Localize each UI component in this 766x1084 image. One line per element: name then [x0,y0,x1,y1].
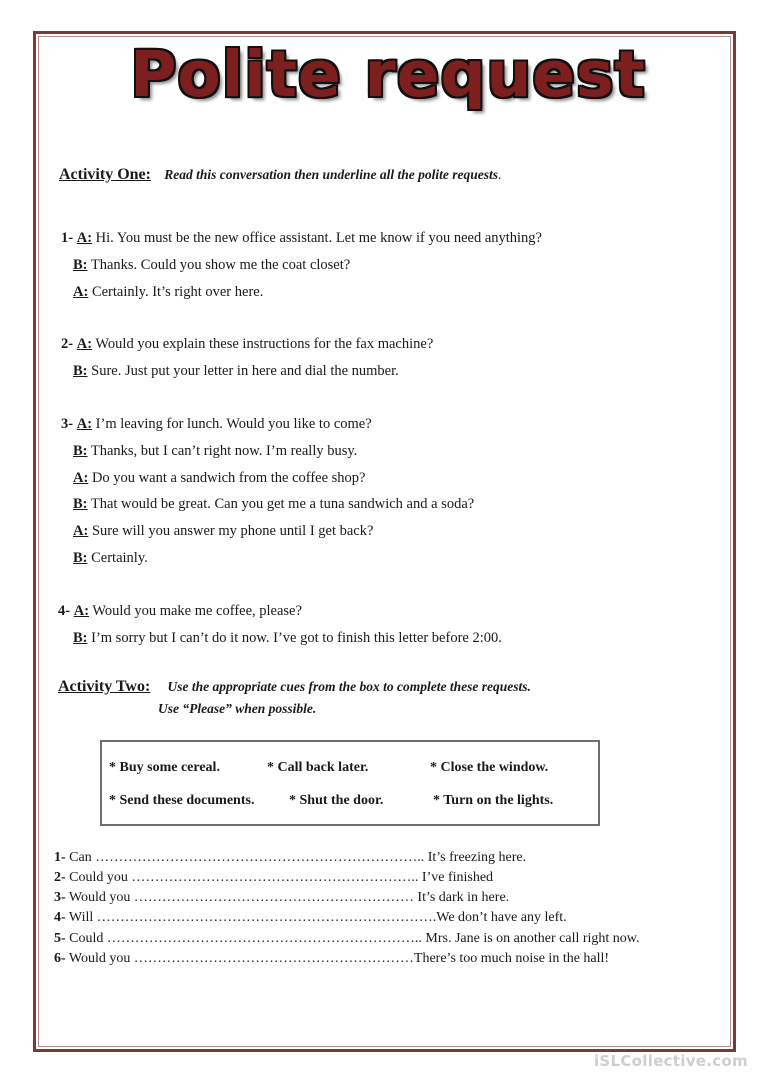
speaker-label: A: [73,284,89,300]
exercise-row [54,931,640,947]
conversation-number: 4- [58,603,71,619]
exercise-row [54,850,526,866]
speaker-label: B: [73,443,88,459]
conversation-number: 3- [61,416,74,432]
cue-item: * Close the window. [430,760,549,775]
conversation-1-line-1 [61,230,542,247]
watermark: iSLCollective.com [593,1052,748,1070]
cue-item: * Send these documents. [109,793,255,808]
answer-blank[interactable]: ………………………………………………………….. [103,931,422,946]
exercise-start: Could you [65,870,128,885]
cue-item: * Turn on the lights. [433,793,554,808]
activity-two-instruction-line-2: Use “Please” when possible. [158,701,317,716]
speaker-label: A: [73,523,89,539]
conversation-3-line-2 [73,443,357,460]
dialogue-text: Thanks, but I can’t right now. I’m really busy. [87,443,358,459]
answer-blank[interactable]: …………………………………………………………….. [91,850,425,865]
activity-one-instruction-end: . [498,167,502,182]
conversation-4-line-2 [73,630,502,647]
dialogue-text: That would be great. Can you get me a tuna sandwich and a soda? [87,496,475,512]
dialogue-text: Would you make me coffee, please? [89,603,302,619]
exercise-number: 5- [54,931,66,946]
speaker-label: A: [76,230,93,246]
exercise-number: 4- [54,910,66,925]
activity-one-heading: Activity One: [59,166,151,183]
answer-blank[interactable]: …………………………………………………… [130,890,414,905]
speaker-label: A: [76,416,93,432]
exercise-number: 3- [54,890,66,905]
exercise-end: It’s freezing here. [424,850,527,865]
exercise-number: 6- [54,951,66,966]
conversation-3-line-5 [73,523,373,540]
answer-blank[interactable]: ………………………………………………………………. [93,910,437,925]
dialogue-text: Hi. You must be the new office assistant. Let me know if you need anything? [92,230,542,246]
dialogue-text: Would you explain these instructions for the fax machine? [92,336,434,352]
speaker-label: B: [73,257,88,273]
dialogue-text: Thanks. Could you show me the coat closet? [87,257,351,273]
dialogue-text: Do you want a sandwich from the coffee shop? [88,470,366,486]
exercise-end: We don’t have any left. [436,910,567,925]
speaker-label: B: [73,363,88,379]
conversation-1-line-3 [73,284,263,301]
page-title: Polite request [130,38,646,111]
answer-blank[interactable]: …………………………………………………… [130,951,414,966]
speaker-label: B: [73,496,88,512]
conversation-3-line-1 [61,416,372,433]
conversation-2-line-1 [61,336,433,353]
dialogue-text: I’m leaving for lunch. Would you like to come? [92,416,372,432]
speaker-label: A: [73,470,89,486]
exercise-row [54,870,493,886]
dialogue-text: Certainly. [87,550,148,566]
conversation-number: 2- [61,336,74,352]
answer-blank[interactable]: …………………………………………………….. [127,870,419,885]
conversation-2-line-2 [73,363,399,380]
exercise-start: Will [65,910,94,925]
conversation-1-line-2 [73,257,350,274]
activity-two-header [58,678,531,696]
dialogue-text: Sure will you answer my phone until I get back? [88,523,374,539]
exercise-start: Can [65,850,92,865]
conversation-number: 1- [61,230,74,246]
dialogue-text: Certainly. It’s right over here. [88,284,264,300]
activity-two-heading: Activity Two: [58,678,151,695]
activity-one-instruction: Read this conversation then underline all the polite requests [164,167,499,182]
exercise-number: 2- [54,870,66,885]
speaker-label: B: [73,630,88,646]
speaker-label: A: [73,603,90,619]
cue-item: * Call back later. [267,760,369,775]
activity-two-instruction: Use the appropriate cues from the box to complete these requests. [167,679,531,694]
conversation-4-line-1 [58,603,302,620]
exercise-end: I’ve finished [418,870,494,885]
cue-item: * Buy some cereal. [109,760,220,775]
speaker-label: A: [76,336,93,352]
conversation-3-line-4 [73,496,474,513]
cue-item: * Shut the door. [289,793,384,808]
exercise-start: Would you [65,951,131,966]
conversation-3-line-3 [73,470,365,487]
exercise-row [54,951,609,967]
exercise-end: It’s dark in here. [413,890,510,905]
cue-box [100,740,600,826]
exercise-end: There’s too much noise in the hall! [413,951,610,966]
exercise-row [54,890,509,906]
speaker-label: B: [73,550,88,566]
dialogue-text: I’m sorry but I can’t do it now. I’ve got to finish this letter before 2:00. [87,630,502,646]
dialogue-text: Sure. Just put your letter in here and dial the number. [87,363,399,379]
exercise-end: Mrs. Jane is on another call right now. [421,931,640,946]
exercise-start: Could [65,931,104,946]
exercise-row [54,910,567,926]
exercise-start: Would you [65,890,131,905]
exercise-number: 1- [54,850,66,865]
activity-one-header [59,166,501,184]
conversation-3-line-6 [73,550,148,567]
